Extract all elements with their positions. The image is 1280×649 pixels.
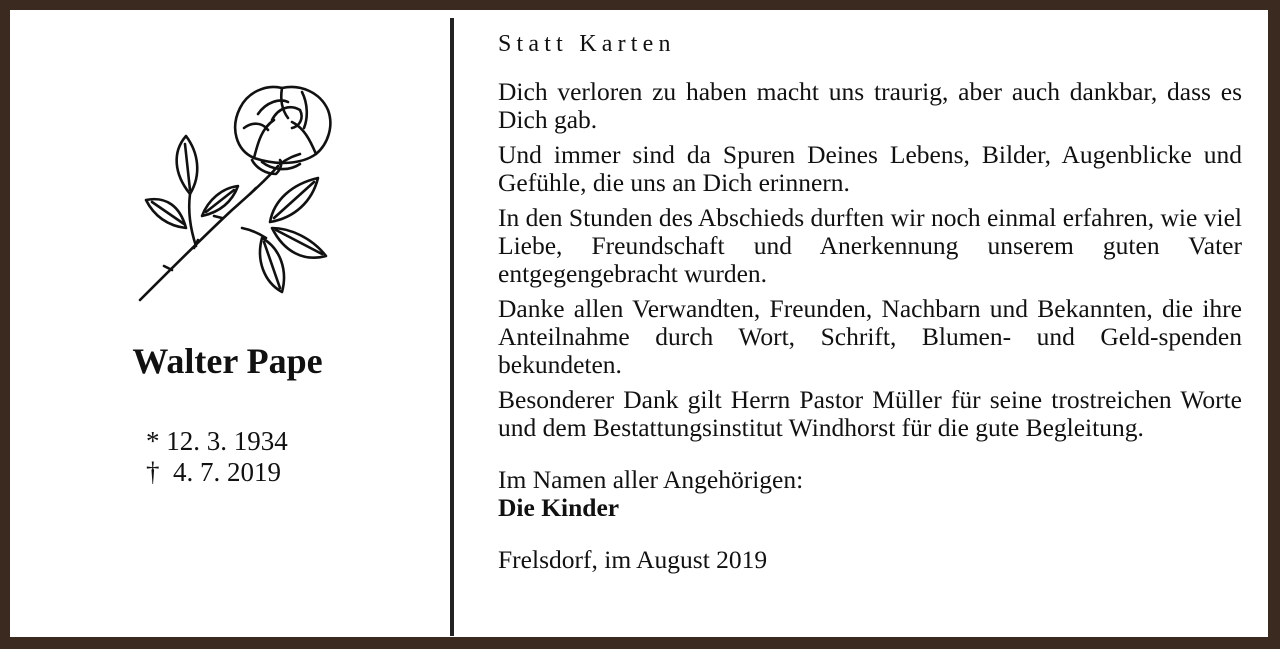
closing-line: Im Namen aller Angehörigen: <box>498 465 804 494</box>
message-paragraph: Und immer sind da Spuren Deines Lebens, Bilder, Augenblicke und Gefühle, die uns an Dich erinnern. <box>498 140 1242 197</box>
place-and-date: Frelsdorf, im August 2019 <box>498 545 768 574</box>
message-paragraph: Danke allen Verwandten, Freunden, Nachbarn und Bekannten, die ihre Anteilnahme durch Wort, Schrift, Blumen- und Geld-spenden bekundeten. <box>498 294 1242 379</box>
left-panel <box>10 10 450 637</box>
message-paragraph: Dich verloren zu haben macht uns traurig, aber auch dankbar, dass es Dich gab. <box>498 77 1242 134</box>
signer: Die Kinder <box>498 493 620 522</box>
birth-date: * 12. 3. 1934 <box>146 426 288 456</box>
rose-icon <box>132 78 338 306</box>
life-dates <box>146 426 288 488</box>
notice-heading: Statt Karten <box>498 31 676 57</box>
death-date: † 4. 7. 2019 <box>146 457 281 487</box>
obituary-card <box>10 10 1268 637</box>
vertical-divider <box>450 18 454 636</box>
message-paragraph: In den Stunden des Abschieds durften wir noch einmal erfahren, wie viel Liebe, Freundschaft und Anerkennung unserem guten Vater entgegengebracht wurden. <box>498 203 1242 288</box>
deceased-name: Walter Pape <box>132 341 323 381</box>
message-paragraph: Besonderer Dank gilt Herrn Pastor Müller für seine trostreichen Worte und dem Bestattungsinstitut Windhorst für die gute Begleitung. <box>498 385 1242 442</box>
message-panel <box>498 30 1242 574</box>
